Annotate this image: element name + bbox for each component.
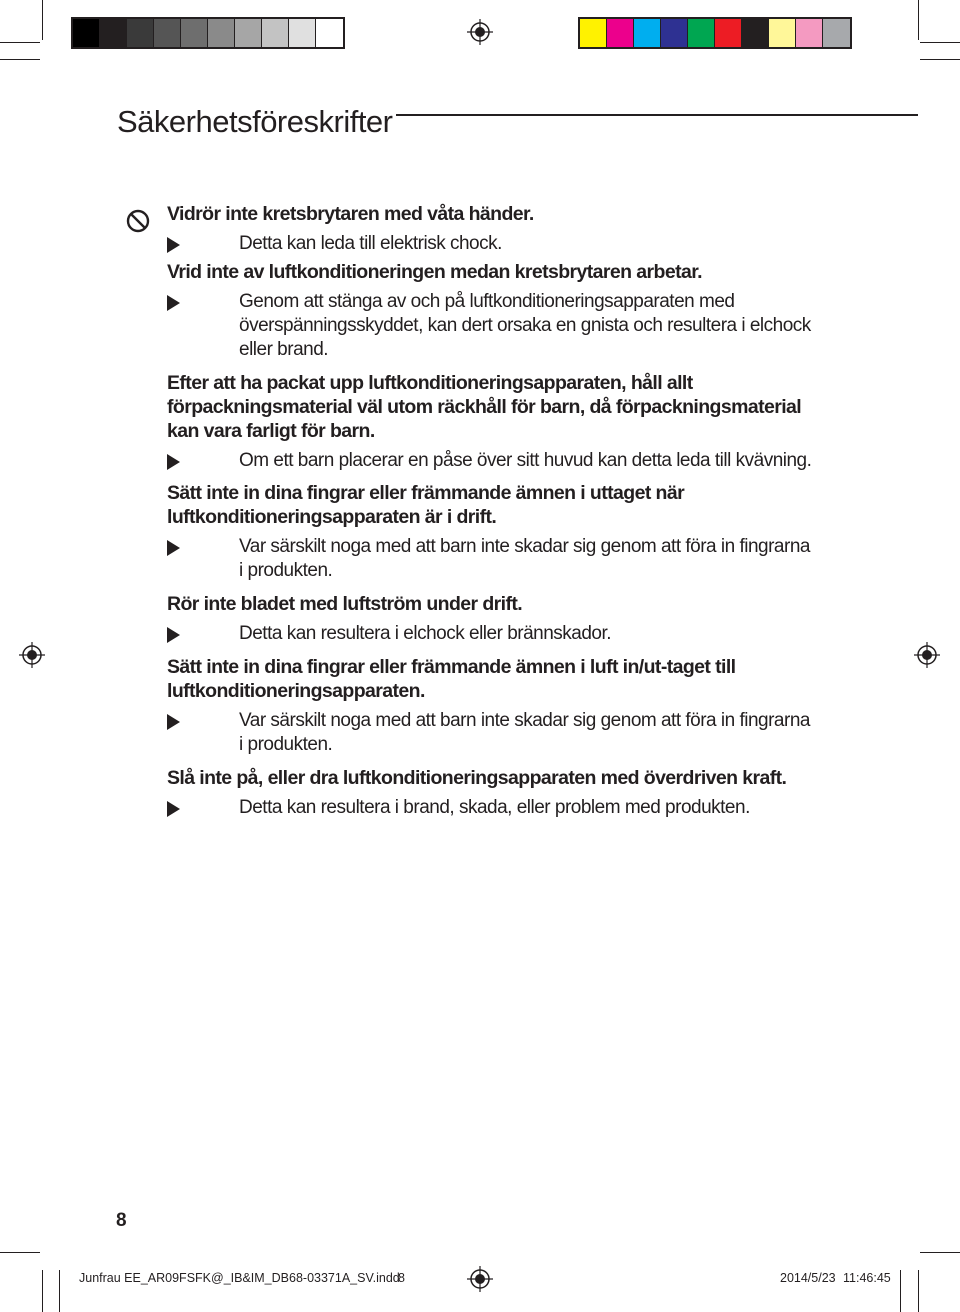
note-line: överspänningsskyddet, kan dert orsaka en gnista och resultera i elchock <box>239 315 811 336</box>
note-line: Genom att stänga av och på luftkonditioneringsapparaten med <box>239 291 735 312</box>
color-swatch <box>715 19 742 47</box>
slug-date: 2014/5/23 <box>780 1271 836 1285</box>
safety-note <box>167 622 867 646</box>
heading-line: Slå inte på, eller dra luftkonditioneringsapparaten med överdriven kraft. <box>167 767 787 789</box>
heading-line: Rör inte bladet med luftström under drift. <box>167 593 523 615</box>
safety-note <box>167 290 867 362</box>
triangle-right-icon <box>167 237 180 253</box>
registration-mark-icon <box>467 1266 493 1292</box>
color-swatch <box>607 19 634 47</box>
registration-mark-icon <box>467 19 493 45</box>
triangle-right-icon <box>167 627 180 643</box>
heading-line: förpackningsmaterial väl utom räckhåll för barn, då förpackningsmaterial <box>167 396 802 418</box>
heading-line: luftkonditioneringsapparaten är i drift. <box>167 506 497 528</box>
gray-swatch <box>181 19 208 47</box>
triangle-right-icon <box>167 540 180 556</box>
safety-note <box>167 709 867 757</box>
safety-item <box>167 202 867 256</box>
page-title: Säkerhetsföreskrifter <box>117 104 393 139</box>
safety-item <box>167 592 867 646</box>
note-line: Om ett barn placerar en påse över sitt huvud kan detta leda till kvävning. <box>239 450 812 471</box>
color-swatch <box>661 19 688 47</box>
heading-line: Vidrör inte kretsbrytaren med våta händer. <box>167 203 534 225</box>
color-swatch <box>688 19 715 47</box>
safety-item <box>167 655 867 757</box>
title-rule <box>396 114 918 116</box>
slug-page: 8 <box>398 1271 405 1285</box>
heading-line: luftkonditioneringsapparaten. <box>167 680 425 702</box>
color-swatch <box>769 19 796 47</box>
color-swatch <box>823 19 850 47</box>
safety-heading <box>167 766 867 790</box>
slug-filename: Junfrau EE_AR09FSFK@_IB&IM_DB68-03371A_SV.indd <box>79 1271 400 1285</box>
safety-item <box>167 481 867 583</box>
page-number: 8 <box>116 1210 127 1231</box>
safety-item <box>167 371 867 473</box>
gray-swatch <box>208 19 235 47</box>
gray-swatch <box>235 19 262 47</box>
triangle-right-icon <box>167 801 180 817</box>
gray-swatch <box>316 19 343 47</box>
slug-time: 11:46:45 <box>843 1271 891 1285</box>
process-color-bar <box>578 17 852 49</box>
safety-heading <box>167 592 867 616</box>
note-line: i produkten. <box>239 560 333 581</box>
note-line: i produkten. <box>239 734 333 755</box>
heading-line: Vrid inte av luftkonditioneringen medan kretsbrytaren arbetar. <box>167 261 702 283</box>
safety-note <box>167 535 867 583</box>
registration-mark-icon <box>914 642 940 668</box>
safety-heading <box>167 481 867 529</box>
heading-line: Efter att ha packat upp luftkonditioneringsapparaten, håll allt <box>167 372 693 394</box>
safety-heading <box>167 260 867 284</box>
gray-swatch <box>127 19 154 47</box>
heading-line: kan vara farligt för barn. <box>167 420 375 442</box>
safety-item <box>167 766 867 820</box>
safety-note <box>167 232 867 256</box>
gray-swatch <box>154 19 181 47</box>
gray-swatch <box>262 19 289 47</box>
note-line: Var särskilt noga med att barn inte skadar sig genom att föra in fingrarna <box>239 536 810 557</box>
note-line: Detta kan resultera i brand, skada, eller problem med produkten. <box>239 797 750 818</box>
color-swatch <box>742 19 769 47</box>
color-swatch <box>796 19 823 47</box>
heading-line: Sätt inte in dina fingrar eller främmande ämnen i luft in/ut-taget till <box>167 656 736 678</box>
safety-note <box>167 449 867 473</box>
safety-heading <box>167 655 867 703</box>
heading-line: Sätt inte in dina fingrar eller främmande ämnen i uttaget när <box>167 482 685 504</box>
triangle-right-icon <box>167 454 180 470</box>
safety-heading <box>167 202 867 226</box>
note-line: Detta kan leda till elektrisk chock. <box>239 233 502 254</box>
safety-instructions <box>167 202 867 820</box>
prohibition-icon <box>126 209 150 233</box>
gray-swatch <box>73 19 100 47</box>
registration-mark-icon <box>19 642 45 668</box>
safety-item <box>167 260 867 362</box>
triangle-right-icon <box>167 295 180 311</box>
gray-swatch <box>100 19 127 47</box>
gray-swatch <box>289 19 316 47</box>
color-swatch <box>634 19 661 47</box>
safety-note <box>167 796 867 820</box>
note-line: eller brand. <box>239 339 329 360</box>
safety-heading <box>167 371 867 443</box>
note-line: Detta kan resultera i elchock eller brännskador. <box>239 623 612 644</box>
note-line: Var särskilt noga med att barn inte skadar sig genom att föra in fingrarna <box>239 710 810 731</box>
color-swatch <box>580 19 607 47</box>
triangle-right-icon <box>167 714 180 730</box>
grayscale-color-bar <box>71 17 345 49</box>
